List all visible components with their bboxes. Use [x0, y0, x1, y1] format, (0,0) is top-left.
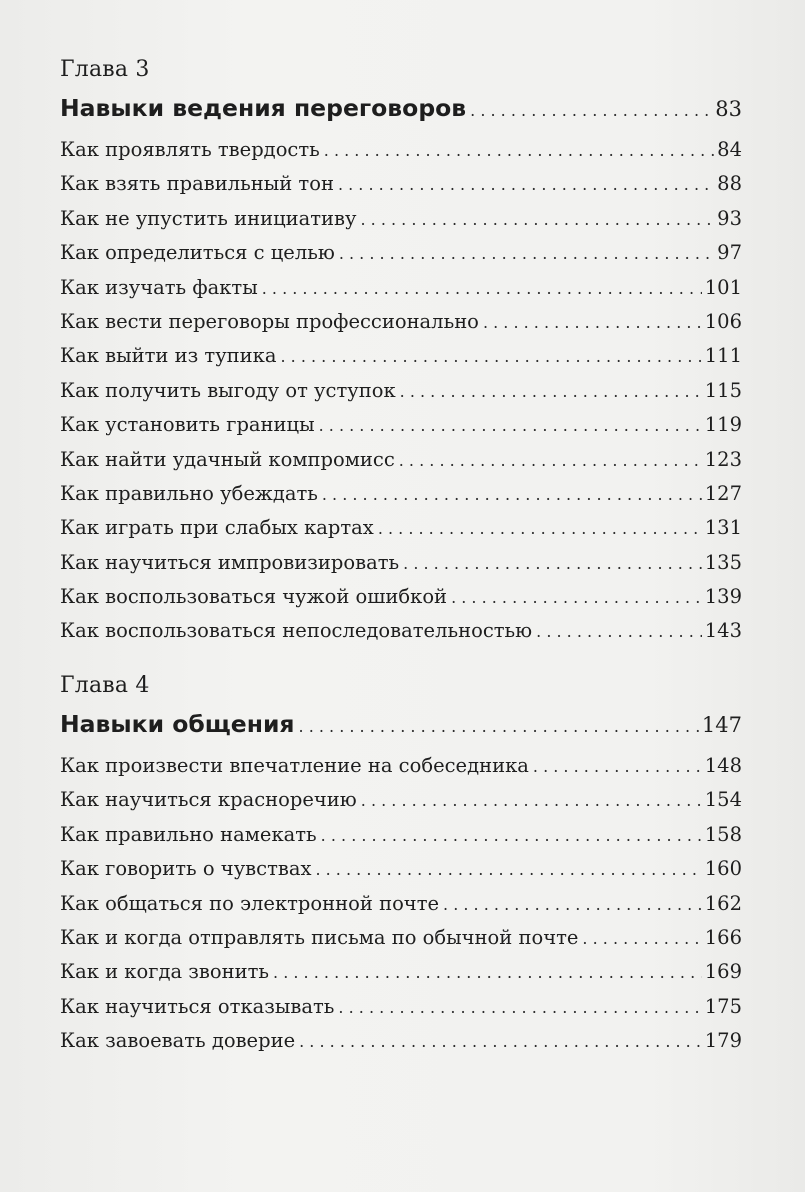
toc-entry-page-number: 111 [704, 344, 742, 368]
dot-leader [338, 991, 701, 1025]
dot-leader [378, 512, 702, 546]
toc-entry-page-number: 143 [704, 619, 742, 643]
toc-entry [60, 749, 742, 783]
toc-entry-title: Как произвести впечатление на собеседника [60, 754, 529, 777]
toc-entry-page-number: 148 [704, 754, 742, 777]
toc-entry-list [60, 749, 742, 1059]
toc-entry-page-number: 154 [704, 788, 742, 812]
toc-entry-title: Как установить границы [60, 413, 315, 437]
dot-leader [582, 922, 701, 956]
toc-entry-page-number: 175 [704, 994, 742, 1018]
toc-entry [60, 511, 742, 545]
toc-entry [60, 443, 742, 477]
toc-entry-title: Как найти удачный компромисс [60, 447, 395, 471]
dot-leader [322, 478, 702, 512]
toc-entry [60, 202, 742, 236]
toc-entry-page-number: 93 [717, 206, 742, 230]
toc-entry [60, 614, 742, 648]
dot-leader [399, 444, 702, 478]
toc-entry-title: Как научиться отказывать [60, 994, 335, 1018]
toc-entry-title: Как и когда звонить [60, 960, 270, 984]
toc-entry [60, 271, 742, 305]
toc-entry [60, 408, 742, 442]
dot-leader [536, 615, 702, 649]
toc-entry-title: Как и когда отправлять письма по обычной почте [60, 925, 579, 949]
toc-entry-list [60, 133, 742, 649]
toc-entry-title: Как правильно намекать [60, 822, 317, 846]
toc-entry-title: Как определиться с целью [60, 241, 335, 265]
toc-entry-page-number: 169 [704, 960, 742, 984]
toc-entry [60, 339, 742, 373]
toc-entry-page-number: 97 [717, 241, 742, 265]
dot-leader [299, 708, 699, 746]
toc-entry [60, 783, 742, 817]
dot-leader [361, 784, 702, 818]
toc-entry [60, 990, 742, 1024]
toc-entry-title: Как завоевать доверие [60, 1029, 296, 1053]
toc-entry-title: Как получить выгоду от уступок [60, 378, 396, 402]
toc-entry [60, 167, 742, 201]
dot-leader [299, 1025, 702, 1059]
toc-entry [60, 921, 742, 955]
toc-entry-page-number: 84 [717, 138, 742, 161]
toc-entry-title: Как общаться по электронной почте [60, 891, 440, 915]
toc-entry-page-number: 135 [704, 550, 742, 574]
toc-entry-title: Как взять правильный тон [60, 172, 334, 196]
toc-section-chapter-4 [60, 667, 742, 1059]
toc-entry [60, 374, 742, 408]
toc-entry-page-number: 139 [704, 585, 742, 609]
chapter-title: Навыки ведения переговоров [60, 94, 467, 122]
toc-entry-page-number: 158 [704, 822, 742, 846]
toc-entry-page-number: 162 [704, 891, 742, 915]
toc-entry-page-number: 101 [704, 275, 742, 299]
dot-leader [262, 272, 702, 306]
dot-leader [273, 956, 702, 990]
toc-entry [60, 236, 742, 270]
chapter-title-row [60, 89, 742, 127]
dot-leader [470, 92, 712, 130]
toc-entry [60, 1024, 742, 1058]
chapter-label: Глава 4 [60, 673, 150, 698]
dot-leader [403, 547, 702, 581]
toc-entry [60, 852, 742, 886]
dot-leader [321, 819, 702, 853]
toc-entry-page-number: 131 [704, 516, 742, 540]
chapter-page-number: 83 [715, 97, 742, 121]
toc-entry-title: Как правильно убеждать [60, 481, 318, 505]
toc-entry-title: Как научиться красноречию [60, 788, 357, 812]
toc-entry-title: Как играть при слабых картах [60, 516, 374, 540]
toc-entry [60, 305, 742, 339]
dot-leader [280, 340, 701, 374]
toc-entry-title: Как вести переговоры профессионально [60, 309, 479, 333]
toc-entry-page-number: 115 [704, 378, 742, 402]
chapter-title-row [60, 705, 742, 743]
chapter-label: Глава 3 [60, 57, 150, 82]
dot-leader [443, 888, 702, 922]
toc-entry [60, 133, 742, 167]
dot-leader [319, 409, 702, 443]
toc-entry [60, 955, 742, 989]
toc-entry-page-number: 123 [704, 447, 742, 471]
toc-entry [60, 818, 742, 852]
toc-entry-page-number: 119 [704, 413, 742, 437]
toc-entry-title: Как воспользоваться непоследовательностью [60, 619, 533, 643]
toc-entry-title: Как выйти из тупика [60, 344, 277, 368]
toc-entry-page-number: 127 [704, 481, 742, 505]
chapter-title: Навыки общения [60, 710, 295, 738]
toc-entry [60, 546, 742, 580]
toc-entry-title: Как не упустить инициативу [60, 206, 357, 230]
chapter-page-number: 147 [701, 713, 742, 737]
dot-leader [324, 134, 714, 168]
dot-leader [339, 237, 714, 271]
toc-entry-page-number: 88 [717, 172, 742, 196]
toc-entry-title: Как говорить о чувствах [60, 857, 312, 881]
toc-entry-page-number: 106 [704, 309, 742, 333]
toc-entry-title: Как изучать факты [60, 275, 258, 299]
toc-entry-page-number: 166 [704, 925, 742, 949]
toc-entry-title: Как воспользоваться чужой ошибкой [60, 585, 448, 609]
toc-entry-page-number: 179 [704, 1029, 742, 1053]
toc-entry-page-number: 160 [704, 857, 742, 881]
toc-entry [60, 477, 742, 511]
dot-leader [483, 306, 702, 340]
dot-leader [451, 581, 702, 615]
toc-section-chapter-3 [60, 51, 742, 649]
dot-leader [360, 203, 714, 237]
dot-leader [533, 750, 702, 784]
toc-entry [60, 887, 742, 921]
toc-entry [60, 580, 742, 614]
dot-leader [315, 853, 701, 887]
dot-leader [338, 168, 714, 202]
dot-leader [400, 375, 702, 409]
toc-entry-title: Как проявлять твердость [60, 138, 320, 161]
toc-entry-title: Как научиться импровизировать [60, 550, 400, 574]
